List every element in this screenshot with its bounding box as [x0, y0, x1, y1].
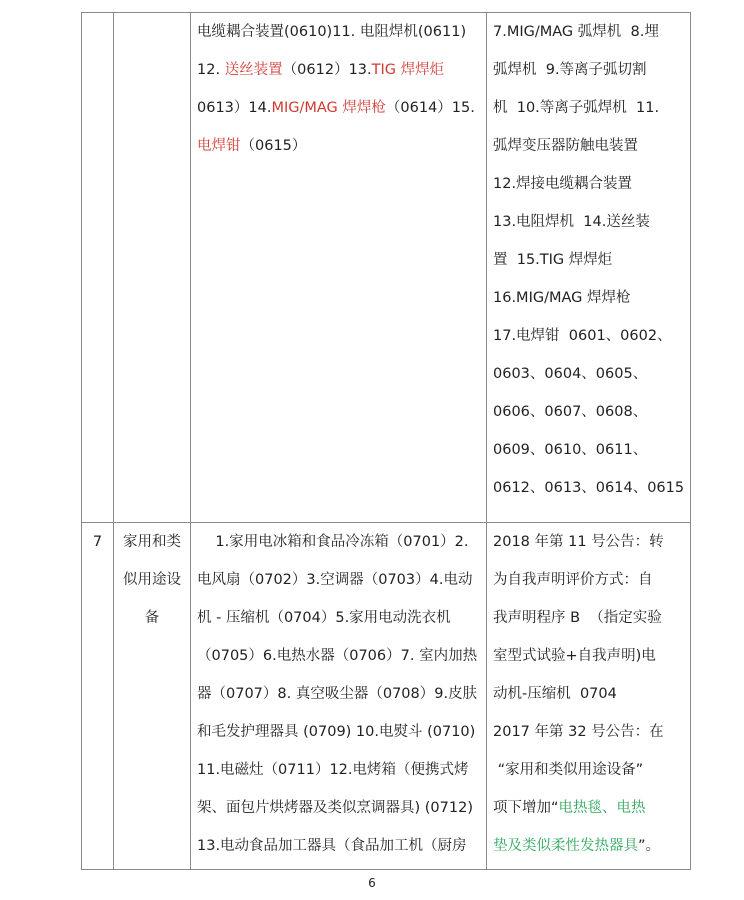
text-segment: 0606、0607、0608、 — [493, 404, 648, 420]
text-line — [197, 13, 480, 51]
text-segment: 电缆耦合装置(0610)11. 电阻焊机(0611) — [197, 24, 467, 40]
text-segment: （0614）15. — [385, 100, 475, 116]
text-segment: ”。 — [638, 838, 661, 854]
text-line — [493, 637, 684, 675]
text-line — [493, 469, 684, 507]
highlighted-text: 送丝装置 — [224, 62, 283, 78]
text-segment: “家用和类似用途设备” — [493, 762, 644, 778]
notes-cell — [487, 13, 691, 523]
text-line — [493, 127, 684, 165]
text-segment: 器（0707）8. 真空吸尘器（0708）9.皮肤 — [197, 686, 478, 702]
text-line — [197, 751, 480, 789]
table-row — [82, 523, 691, 870]
text-segment: 16.MIG/MAG 焊焊枪 — [493, 290, 631, 306]
text-segment: 17.电焊钳 0601、0602、 — [493, 328, 672, 344]
text-line: 家用和类 — [123, 534, 181, 550]
row-number — [82, 523, 114, 870]
text-segment: 电风扇（0702）3.空调器（0703）4.电动 — [197, 572, 473, 588]
highlighted-text: 电焊钳 — [197, 138, 241, 154]
highlighted-text: 垫及类似柔性发热器具 — [493, 838, 638, 854]
text-line — [197, 637, 480, 675]
text-segment: 机 10.等离子弧焊机 11. — [493, 100, 660, 116]
row-number-text — [88, 13, 107, 51]
text-segment: 13.电动食品加工器具（食品加工机（厨房 — [197, 838, 467, 854]
text-line — [493, 713, 684, 751]
category-cell — [114, 13, 191, 523]
text-line — [197, 127, 480, 165]
text-line — [493, 279, 684, 317]
text-segment: 弧焊机 9.等离子弧切割 — [493, 62, 647, 78]
text-line — [493, 751, 684, 789]
text-line — [493, 393, 684, 431]
category-cell — [114, 523, 191, 870]
text-segment: 7.MIG/MAG 弧焊机 8.埋 — [493, 24, 659, 40]
text-segment: 弧焊变压器防触电装置 — [493, 138, 638, 154]
text-segment: 架、面包片烘烤器及类似烹调器具) (0712) — [197, 800, 473, 816]
text-segment: 0612、0613、0614、0615 — [493, 480, 685, 496]
text-line — [493, 561, 684, 599]
text-segment: 我声明程序 B （指定实验 — [493, 610, 662, 626]
text-line — [493, 523, 684, 561]
text-segment: 0609、0610、0611、 — [493, 442, 648, 458]
text-line — [493, 203, 684, 241]
products-cell — [191, 13, 487, 523]
text-line — [493, 827, 684, 865]
text-line — [493, 13, 684, 51]
text-segment: （0612）13. — [282, 62, 372, 78]
text-segment: 2018 年第 11 号公告：转 — [493, 534, 664, 550]
text-line — [197, 523, 480, 561]
text-line — [197, 89, 480, 127]
text-line — [493, 789, 684, 827]
notes-cell — [487, 523, 691, 870]
text-segment: 室型式试验+自我声明)电 — [493, 648, 656, 664]
text-segment: （0705）6.电热水器（0706）7. 室内加热 — [197, 648, 478, 664]
text-segment: 12.焊接电缆耦合装置 — [493, 176, 633, 192]
text-line — [197, 827, 480, 865]
row-number — [82, 13, 114, 523]
text-segment: 0613）14. — [197, 100, 272, 116]
text-line — [493, 431, 684, 469]
text-segment: 2017 年第 32 号公告：在 — [493, 724, 664, 740]
page-number: 6 — [368, 876, 376, 890]
text-segment: 12. — [197, 62, 225, 78]
row-number-text: 7 — [92, 534, 103, 550]
text-segment: 机 - 压缩机（0704）5.家用电动洗衣机 — [197, 610, 451, 626]
text-segment: 项下增加“ — [493, 800, 559, 816]
text-segment: 0603、0604、0605、 — [493, 366, 648, 382]
products-cell — [191, 523, 487, 870]
text-line — [493, 165, 684, 203]
text-line — [197, 561, 480, 599]
text-line — [197, 789, 480, 827]
text-segment: 置 15.TIG 焊焊炬 — [493, 252, 613, 268]
text-line — [197, 51, 480, 89]
standards-table — [81, 12, 691, 870]
text-line — [197, 713, 480, 751]
text-segment: （0615） — [240, 138, 307, 154]
text-segment: 和毛发护理器具 (0709) 10.电熨斗 (0710) — [197, 724, 476, 740]
text-segment: 为自我声明评价方式：自 — [493, 572, 653, 588]
text-line: 备 — [144, 610, 160, 626]
text-line — [197, 599, 480, 637]
text-line — [493, 317, 684, 355]
text-line — [197, 675, 480, 713]
highlighted-text: MIG/MAG 焊焊枪 — [271, 100, 386, 116]
text-line — [493, 675, 684, 713]
text-line — [493, 241, 684, 279]
text-segment: 11.电磁灶（0711）12.电烤箱（便携式烤 — [197, 762, 469, 778]
text-segment: 13.电阻焊机 14.送丝装 — [493, 214, 650, 230]
text-line: 似用途设 — [123, 572, 181, 588]
text-line — [493, 599, 684, 637]
text-line — [493, 51, 684, 89]
text-segment: 动机-压缩机 0704 — [493, 686, 617, 702]
text-line — [493, 355, 684, 393]
table-row — [82, 13, 691, 523]
highlighted-text: TIG 焊焊炬 — [371, 62, 445, 78]
text-line — [493, 89, 684, 127]
text-segment: 1.家用电冰箱和食品冷冻箱（0701）2. — [197, 534, 469, 550]
highlighted-text: 电热毯、电热 — [558, 800, 646, 816]
